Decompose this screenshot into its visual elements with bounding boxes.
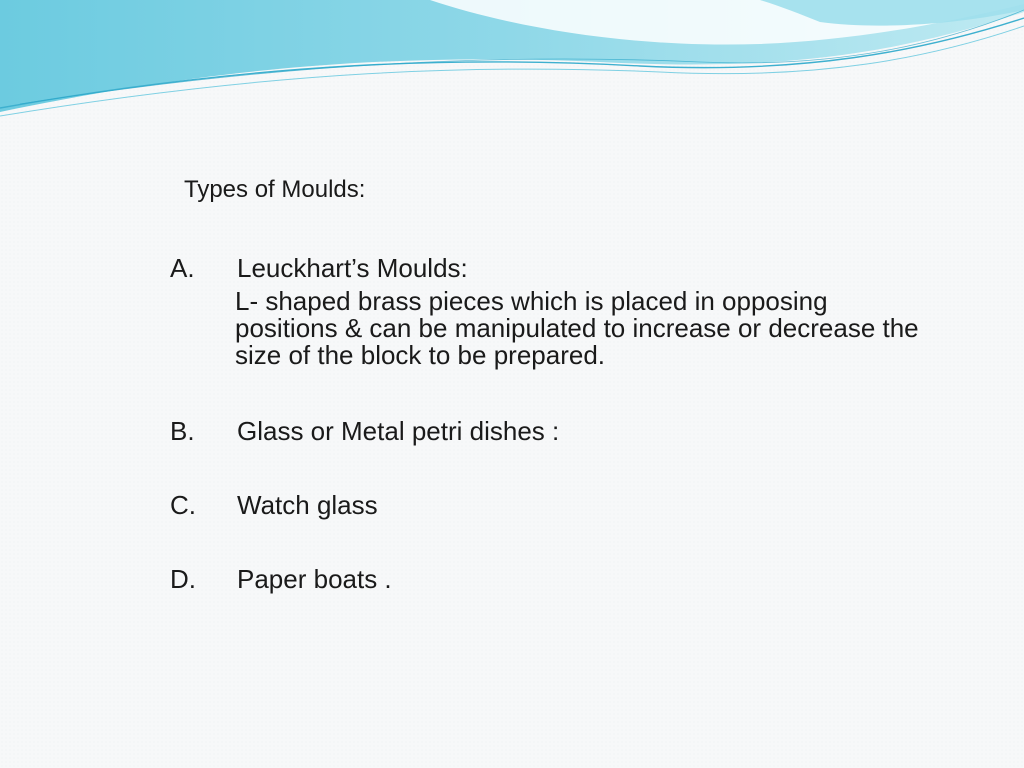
list-item-label: Leuckhart’s Moulds:: [237, 253, 468, 283]
list-item-letter: B.: [170, 416, 195, 446]
slide-title: Types of Moulds:: [184, 176, 366, 203]
list-item-a-description: [235, 288, 995, 369]
description-line: size of the block to be prepared.: [235, 340, 606, 370]
description-line: positions & can be manipulated to increase or decrease the: [235, 313, 919, 343]
list-item-label: Glass or Metal petri dishes :: [237, 416, 560, 446]
list-item-letter: A.: [170, 253, 195, 283]
list-item-label: Watch glass: [237, 490, 378, 520]
description-line: L- shaped brass pieces which is placed in opposing: [235, 286, 828, 316]
list-item-letter: C.: [170, 490, 196, 520]
list-item-label: Paper boats .: [237, 564, 392, 594]
list-item-letter: D.: [170, 564, 196, 594]
